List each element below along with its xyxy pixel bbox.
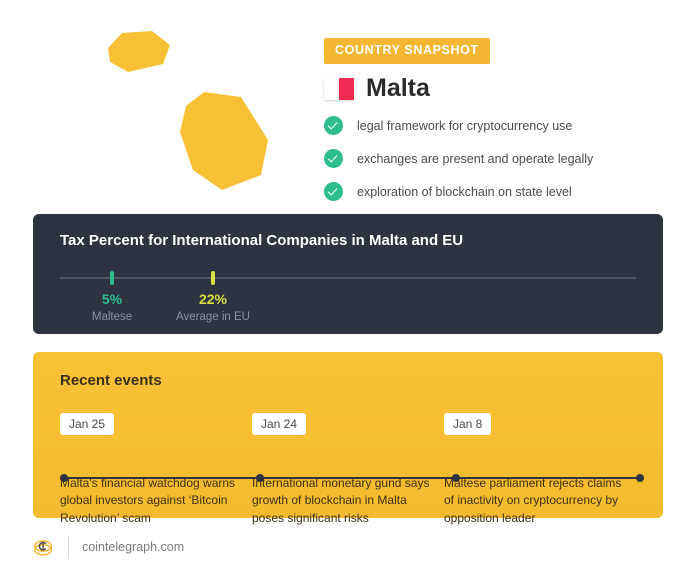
tax-caption: Maltese bbox=[91, 311, 133, 323]
list-item bbox=[324, 116, 654, 135]
event-date-badge: Jan 24 bbox=[252, 413, 306, 435]
events-panel-title: Recent events bbox=[60, 372, 162, 389]
tax-marker-eu bbox=[211, 271, 215, 285]
country-snapshot-badge: COUNTRY SNAPSHOT bbox=[324, 38, 490, 64]
feature-list bbox=[324, 116, 654, 215]
event-date-badge: Jan 8 bbox=[444, 413, 491, 435]
cointelegraph-logo-icon bbox=[33, 536, 55, 558]
events-timeline bbox=[60, 413, 636, 527]
list-item bbox=[324, 149, 654, 168]
tax-panel bbox=[33, 214, 663, 334]
event-description: Maltese parliament rejects claims of inactivity on cryptocurrency by opposition leader bbox=[444, 476, 622, 525]
timeline-dot bbox=[636, 474, 644, 482]
check-circle-icon bbox=[324, 182, 343, 201]
footer bbox=[33, 534, 184, 560]
feature-label: exploration of blockchain on state level bbox=[357, 184, 572, 199]
top-section bbox=[0, 0, 696, 210]
malta-flag-icon bbox=[324, 78, 354, 100]
check-circle-icon bbox=[324, 149, 343, 168]
event-description: Malta's financial watchdog warns global investors against ‘Bitcoin Revolution’ scam bbox=[60, 476, 236, 525]
malta-map-illustration bbox=[0, 0, 320, 210]
footer-divider bbox=[68, 536, 69, 558]
tax-label-eu bbox=[176, 291, 250, 323]
country-title-row bbox=[324, 76, 430, 101]
list-item bbox=[252, 413, 441, 527]
tax-caption: Average in EU bbox=[176, 311, 250, 323]
list-item bbox=[324, 182, 654, 201]
list-item bbox=[444, 413, 633, 527]
page-title: Malta bbox=[366, 74, 430, 102]
tax-panel-title: Tax Percent for International Companies in Malta and EU bbox=[60, 232, 464, 249]
event-description: International monetary gund says growth of blockchain in Malta poses significant risks bbox=[252, 476, 430, 525]
check-circle-icon bbox=[324, 116, 343, 135]
feature-label: legal framework for cryptocurrency use bbox=[357, 118, 573, 133]
tax-marker-maltese bbox=[110, 271, 114, 285]
list-item bbox=[60, 413, 249, 527]
tax-scale-track bbox=[60, 277, 636, 323]
event-date-badge: Jan 25 bbox=[60, 413, 114, 435]
feature-label: exchanges are present and operate legally bbox=[357, 151, 594, 166]
tax-value: 5% bbox=[101, 291, 123, 307]
tax-value: 22% bbox=[198, 291, 228, 307]
recent-events-panel bbox=[33, 352, 663, 525]
footer-site-label: cointelegraph.com bbox=[82, 540, 185, 554]
tax-label-maltese bbox=[92, 291, 132, 323]
